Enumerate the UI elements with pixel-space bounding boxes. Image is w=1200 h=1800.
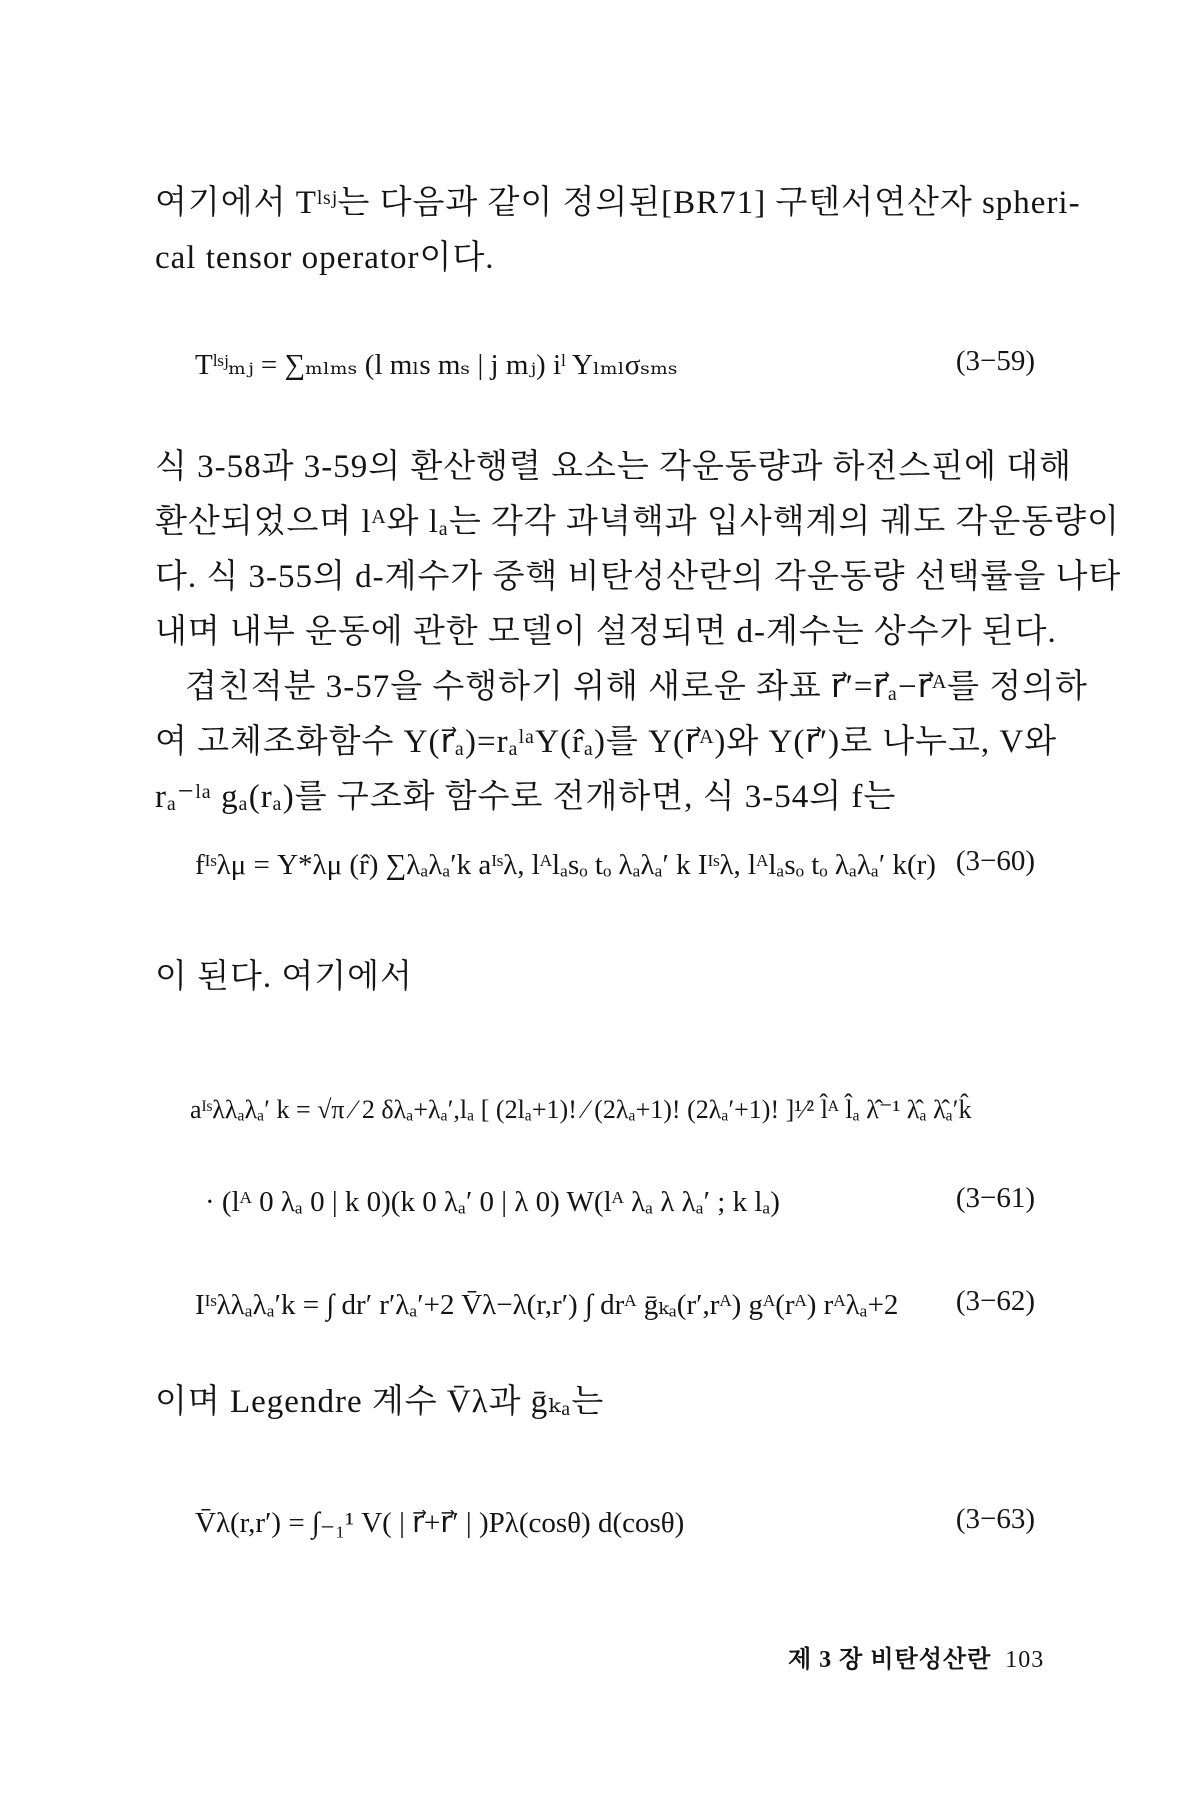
text-line: 여기에서 Tˡˢʲ는 다음과 같이 정의된[BR71] 구텐서연산자 spheri- xyxy=(155,185,1081,221)
equation-3-63: V̄λ(r,r′) = ∫₋₁¹ V( | r⃗+r⃗′ | )Pλ(cosθ) d(cosθ) xyxy=(195,1507,685,1539)
equation-number: (3−59) xyxy=(955,345,1035,377)
chapter-title: 제 3 장 비탄성산란 xyxy=(788,1647,992,1673)
equation-3-59: Tˡˢʲₘⱼ = ∑ₘₗₘₛ (l mₗs mₛ | j mⱼ) iˡ Yₗₘₗσₛₘₛ xyxy=(195,349,678,381)
body-paragraph xyxy=(155,440,1122,825)
text-line: rₐ⁻ˡᵃ gₐ(rₐ)를 구조화 함수로 전개하면, 식 3-54의 f는 xyxy=(155,779,897,815)
equation-3-61-line1: aᴵˢλλₐλₐ′ k = √π ⁄ 2 δλₐ+λₐ′,lₐ [ (2lₐ+1)! ⁄ (2λₐ+1)! (2λₐ′+1)! ]¹⁄² l̂ᴬ l̂ₐ λ̂⁻¹ λ̂ₐ λ̂ₐ′k̂ xyxy=(190,1095,972,1124)
equation-3-61-line2: · (lᴬ 0 λₐ 0 | k 0)(k 0 λₐ′ 0 | λ 0) W(lᴬ λₐ λ λₐ′ ; k lₐ) xyxy=(205,1186,780,1218)
connector-text: 이며 Legendre 계수 V̄λ과 ḡₖₐ는 xyxy=(155,1384,605,1420)
page-number: 103 xyxy=(1005,1647,1045,1673)
page-footer xyxy=(760,1612,1044,1701)
text-line: 다. 식 3-55의 d-계수가 중핵 비탄성산란의 각운동량 선택률을 나타 xyxy=(155,559,1122,595)
equation-3-62: Iᴵˢλλₐλₐ′k = ∫ dr′ r′λₐ′+2 V̄λ−λ(r,r′) ∫ drᴬ ḡₖₐ(r′,rᴬ) gᴬ(rᴬ) rᴬλₐ+2 xyxy=(195,1289,899,1321)
text-line: 여 고체조화함수 Y(r⃗ₐ)=rₐˡᵃY(r̂ₐ)를 Y(r⃗ᴬ)와 Y(r⃗′)로 나누고, V와 xyxy=(155,724,1058,760)
connector-text: 이 된다. 여기에서 xyxy=(155,959,413,995)
text-line: cal tensor operator이다. xyxy=(155,240,495,276)
text-line: 식 3-58과 3-59의 환산행렬 요소는 각운동량과 하전스핀에 대해 xyxy=(155,449,1073,485)
intro-paragraph xyxy=(155,176,1081,286)
text-line: 환산되었으며 lᴬ와 lₐ는 각각 과녁핵과 입사핵계의 궤도 각운동량이 xyxy=(155,504,1120,540)
text-line: 겹친적분 3-57을 수행하기 위해 새로운 좌표 r⃗′=r⃗ₐ−r⃗ᴬ를 정의하 xyxy=(185,669,1088,705)
equation-3-60: fᴵˢλμ = Y*λμ (r̂) ∑λₐλₐ′k aᴵˢλ, lᴬlₐsₒ tₒ λₐλₐ′ k Iᴵˢλ, lᴬlₐsₒ tₒ λₐλₐ′ k(r) xyxy=(195,849,936,881)
text-line: 내며 내부 운동에 관한 모델이 설정되면 d-계수는 상수가 된다. xyxy=(155,614,1057,650)
equation-number: (3−63) xyxy=(955,1503,1035,1535)
equation-number: (3−61) xyxy=(955,1182,1035,1214)
equation-number: (3−60) xyxy=(955,845,1035,877)
equation-number: (3−62) xyxy=(955,1285,1035,1317)
